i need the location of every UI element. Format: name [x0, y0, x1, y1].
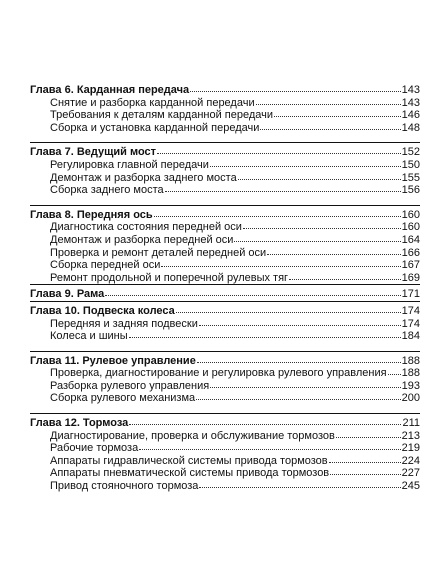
- dot-leader: [210, 158, 401, 168]
- toc-entry-title: Разборка рулевого управления: [50, 379, 210, 392]
- chapter-heading-title: Глава 6. Карданная передача: [30, 84, 190, 96]
- toc-entry-page-number: 160: [401, 221, 420, 234]
- chapter-heading-page-number: 188: [401, 354, 420, 367]
- dot-leader: [289, 271, 401, 281]
- chapter-heading-title: Глава 12. Тормоза: [30, 417, 129, 430]
- toc-chapter: [30, 83, 420, 133]
- toc-entry-page-number: 219: [401, 442, 420, 455]
- toc-entry[interactable]: [30, 366, 420, 379]
- toc-entry-title: Рабочие тормоза: [50, 442, 139, 455]
- dot-leader: [161, 258, 400, 268]
- dot-leader: [129, 329, 401, 339]
- chapter-heading[interactable]: [30, 208, 420, 221]
- dot-leader: [197, 354, 401, 364]
- toc-entry-page-number: 167: [401, 259, 420, 272]
- chapter-heading-title: Глава 10. Подвеска колеса: [30, 304, 175, 317]
- toc-entry-page-number: 166: [401, 246, 420, 259]
- toc-entry[interactable]: [30, 183, 420, 196]
- dot-leader: [105, 287, 400, 297]
- chapter-heading-page-number: 160: [401, 208, 420, 221]
- toc-entry-page-number: 213: [401, 429, 420, 442]
- toc-entry-page-number: 174: [401, 317, 420, 330]
- dot-leader: [199, 479, 400, 489]
- toc-entry[interactable]: [30, 171, 420, 184]
- toc-entry-title: Диагностирование, проверка и обслуживание тормозов: [50, 429, 335, 442]
- toc-entry-title: Аппараты гидравлической системы привода тормозов: [50, 454, 328, 467]
- toc-entry[interactable]: [30, 233, 420, 246]
- toc-entry-title: Аппараты пневматической системы привода тормозов: [50, 467, 330, 480]
- toc-entry-title: Ремонт продольной и поперечной рулевых тяг: [50, 271, 289, 284]
- toc-entry[interactable]: [30, 429, 420, 442]
- dot-leader: [336, 429, 401, 439]
- chapter-gap: [30, 404, 420, 416]
- toc-entry-page-number: 164: [401, 233, 420, 246]
- chapter-heading-title: Глава 8. Передняя ось: [30, 208, 153, 221]
- dot-leader: [329, 454, 401, 464]
- toc-entry[interactable]: [30, 121, 420, 134]
- chapter-heading-title: Глава 11. Рулевое управление: [30, 354, 196, 367]
- toc-entry[interactable]: [30, 158, 420, 171]
- dot-leader: [234, 233, 400, 243]
- chapter-heading-page-number: 143: [401, 84, 420, 96]
- chapter-heading-page-number: 211: [402, 417, 420, 430]
- toc-entry-page-number: 148: [401, 121, 420, 134]
- chapter-gap: [30, 196, 420, 208]
- dot-leader: [129, 416, 401, 426]
- chapter-heading[interactable]: [30, 145, 420, 158]
- toc-entry-title: Диагностика состояния передней оси: [50, 221, 242, 234]
- toc-entry-title: Сборка рулевого механизма: [50, 392, 196, 405]
- chapter-gap: [30, 342, 420, 354]
- toc-entry[interactable]: [30, 96, 420, 109]
- toc-entry[interactable]: [30, 391, 420, 404]
- toc-entry-title: Регулировка главной передачи: [50, 158, 209, 171]
- toc-entry-title: Передняя и задняя подвески: [50, 317, 198, 330]
- toc-entry-page-number: 155: [401, 171, 420, 184]
- toc-entry-title: Требования к деталям карданной передачи: [50, 109, 274, 122]
- chapter-heading[interactable]: [30, 304, 420, 317]
- chapter-gap: [30, 133, 420, 145]
- toc-entry-page-number: 146: [401, 109, 420, 122]
- toc-entry-title: Сборка заднего моста: [50, 184, 164, 197]
- dot-leader: [196, 391, 400, 401]
- chapter-heading-page-number: 152: [401, 146, 420, 159]
- chapter-heading-page-number: 174: [401, 304, 420, 317]
- toc-chapter: [30, 145, 420, 195]
- dot-leader: [199, 317, 401, 327]
- dot-leader: [154, 208, 401, 218]
- chapter-heading-title: Глава 7. Ведущий мост: [30, 146, 157, 159]
- toc-entry[interactable]: [30, 271, 420, 284]
- toc-entry[interactable]: [30, 454, 420, 467]
- toc-entry[interactable]: [30, 479, 420, 492]
- chapter-heading-title: Глава 9. Рама: [30, 288, 105, 301]
- toc-entry-title: Проверка и ремонт деталей передней оси: [50, 246, 267, 259]
- toc-entry-title: Сборка передней оси: [50, 259, 161, 272]
- toc-entry[interactable]: [30, 220, 420, 233]
- chapter-heading[interactable]: [30, 354, 420, 367]
- chapter-heading[interactable]: [30, 287, 420, 300]
- toc-entry[interactable]: [30, 379, 420, 392]
- chapter-heading-page-number: 171: [401, 288, 420, 301]
- dot-leader: [210, 379, 400, 389]
- dot-leader: [256, 96, 401, 106]
- dot-leader: [260, 121, 400, 131]
- toc-entry-page-number: 200: [401, 392, 420, 405]
- toc-entry[interactable]: [30, 258, 420, 271]
- dot-leader: [238, 171, 401, 181]
- toc-entry-page-number: 150: [401, 158, 420, 171]
- toc-chapter: [30, 208, 420, 284]
- toc-entry-page-number: 193: [401, 379, 420, 392]
- toc-entry-page-number: 169: [401, 271, 420, 284]
- toc-entry-title: Колеса и шины: [50, 330, 128, 343]
- dot-leader: [157, 145, 401, 155]
- toc-entry[interactable]: [30, 329, 420, 342]
- toc-chapter: [30, 287, 420, 300]
- toc-entry-title: Снятие и разборка карданной передачи: [50, 96, 255, 109]
- toc-entry-page-number: 143: [401, 96, 420, 109]
- chapter-heading[interactable]: [30, 83, 420, 96]
- toc-entry-title: Демонтаж и разборка заднего моста: [50, 171, 237, 184]
- toc-entry-title: Проверка, диагностирование и регулировка рулевого управления: [50, 367, 387, 380]
- toc-entry[interactable]: [30, 317, 420, 330]
- toc-entry[interactable]: [30, 108, 420, 121]
- toc-entry-page-number: 227: [401, 467, 420, 480]
- dot-leader: [267, 246, 400, 256]
- dot-leader: [190, 83, 401, 93]
- toc-entry-title: Сборка и установка карданной передачи: [50, 121, 260, 134]
- toc-entry-title: Демонтаж и разборка передней оси: [50, 233, 234, 246]
- toc-entry[interactable]: [30, 466, 420, 479]
- toc-entry-title: Привод стояночного тормоза: [50, 480, 199, 493]
- toc-entry-page-number: 188: [401, 367, 420, 380]
- dot-leader: [330, 466, 400, 476]
- dot-leader: [274, 108, 401, 118]
- dot-leader: [165, 183, 401, 193]
- chapter-heading[interactable]: [30, 416, 420, 429]
- toc-entry[interactable]: [30, 441, 420, 454]
- toc-entry-page-number: 224: [401, 454, 420, 467]
- toc-entry-page-number: 245: [401, 480, 420, 493]
- dot-leader: [243, 220, 401, 230]
- toc-chapter: [30, 416, 420, 492]
- dot-leader: [176, 304, 401, 314]
- toc-chapter: [30, 304, 420, 342]
- dot-leader: [388, 366, 401, 376]
- toc-entry-page-number: 156: [401, 184, 420, 197]
- toc-entry[interactable]: [30, 246, 420, 259]
- toc-entry-page-number: 184: [401, 330, 420, 343]
- toc-chapter: [30, 354, 420, 404]
- table-of-contents: [30, 83, 420, 492]
- dot-leader: [139, 441, 400, 451]
